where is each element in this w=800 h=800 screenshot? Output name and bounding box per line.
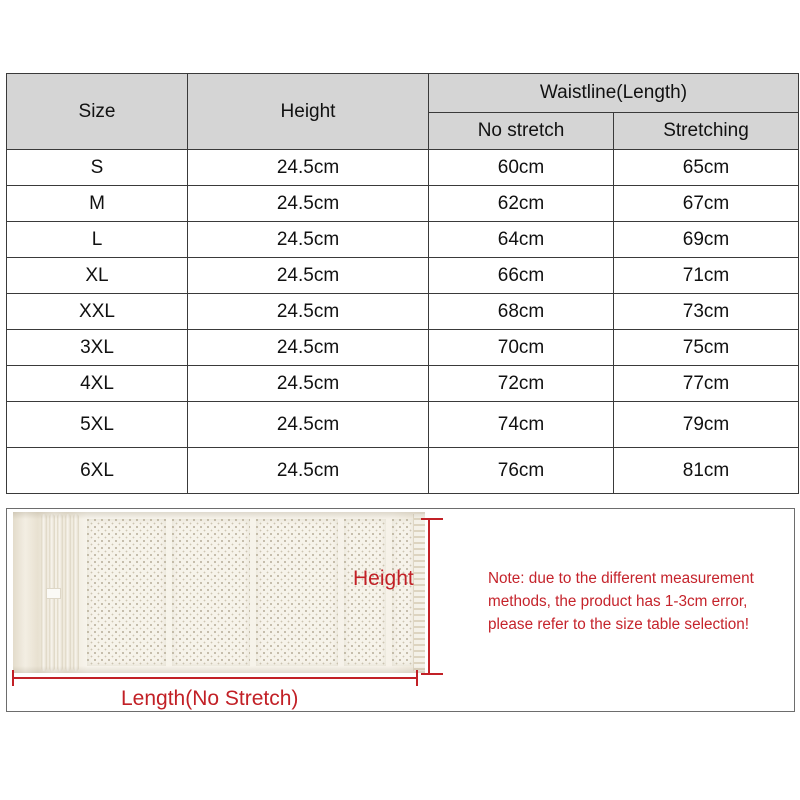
cell-size: 5XL (7, 402, 188, 448)
sizes-table (6, 73, 799, 494)
cell-stretching: 71cm (614, 258, 799, 294)
mesh-panel (344, 519, 386, 666)
cell-no-stretch: 72cm (429, 366, 614, 402)
column-header-no-stretch: No stretch (429, 113, 614, 150)
table-row (7, 150, 799, 186)
photo-shading-bottom (13, 666, 425, 673)
note-line-2: methods, the product has 1-3cm error, (488, 593, 748, 610)
table-row (7, 402, 799, 448)
height-dimension-cap-top (421, 518, 443, 520)
cell-height: 24.5cm (188, 402, 429, 448)
table-body (7, 150, 799, 494)
photo-shading-top (13, 512, 425, 519)
cell-height: 24.5cm (188, 294, 429, 330)
length-dimension-cap-left (12, 670, 14, 686)
table-row (7, 330, 799, 366)
column-header-stretching: Stretching (614, 113, 799, 150)
height-dimension-cap-bottom (421, 673, 443, 675)
mesh-panel (256, 519, 338, 666)
table-header (7, 74, 799, 150)
table-row (7, 186, 799, 222)
cell-stretching: 79cm (614, 402, 799, 448)
care-label-tag (46, 588, 61, 599)
cell-stretching: 69cm (614, 222, 799, 258)
cell-size: 6XL (7, 448, 188, 494)
product-measurement-panel (6, 508, 795, 712)
length-dimension-cap-right (416, 670, 418, 686)
cell-stretching: 75cm (614, 330, 799, 366)
table-row (7, 448, 799, 494)
cell-stretching: 67cm (614, 186, 799, 222)
mesh-panel (392, 519, 414, 666)
mesh-panel (172, 519, 250, 666)
cell-no-stretch: 74cm (429, 402, 614, 448)
cell-no-stretch: 66cm (429, 258, 614, 294)
measurement-note (488, 567, 788, 636)
note-line-3: please refer to the size table selection! (488, 616, 750, 633)
column-header-size: Size (7, 74, 188, 150)
column-header-height: Height (188, 74, 429, 150)
cell-size: L (7, 222, 188, 258)
height-dimension-label: Height (353, 567, 414, 590)
cell-size: 3XL (7, 330, 188, 366)
table-row (7, 366, 799, 402)
length-dimension-label: Length(No Stretch) (121, 687, 299, 710)
note-line-1: Note: due to the different measurement (488, 570, 754, 587)
cell-no-stretch: 70cm (429, 330, 614, 366)
header-row-primary (7, 74, 799, 113)
cell-size: 4XL (7, 366, 188, 402)
mesh-panel (87, 519, 166, 666)
table-row (7, 294, 799, 330)
cell-no-stretch: 62cm (429, 186, 614, 222)
boning-strip (65, 514, 71, 671)
product-photo-waist-trainer (13, 512, 425, 673)
column-header-waistline-group: Waistline(Length) (429, 74, 799, 113)
cell-no-stretch: 64cm (429, 222, 614, 258)
cell-height: 24.5cm (188, 330, 429, 366)
cell-no-stretch: 76cm (429, 448, 614, 494)
length-dimension-line (13, 677, 417, 679)
cell-size: M (7, 186, 188, 222)
cell-height: 24.5cm (188, 186, 429, 222)
cell-height: 24.5cm (188, 258, 429, 294)
hook-tape-strip (413, 514, 425, 671)
cell-height: 24.5cm (188, 448, 429, 494)
cell-stretching: 73cm (614, 294, 799, 330)
size-chart-table (6, 73, 795, 494)
cell-stretching: 81cm (614, 448, 799, 494)
cell-no-stretch: 68cm (429, 294, 614, 330)
cell-stretching: 65cm (614, 150, 799, 186)
cell-size: S (7, 150, 188, 186)
boning-strip (73, 514, 79, 671)
cell-stretching: 77cm (614, 366, 799, 402)
cell-height: 24.5cm (188, 150, 429, 186)
cell-height: 24.5cm (188, 366, 429, 402)
cell-size: XXL (7, 294, 188, 330)
cell-no-stretch: 60cm (429, 150, 614, 186)
cell-height: 24.5cm (188, 222, 429, 258)
cell-size: XL (7, 258, 188, 294)
table-row (7, 222, 799, 258)
table-row (7, 258, 799, 294)
height-dimension-line (428, 519, 430, 674)
